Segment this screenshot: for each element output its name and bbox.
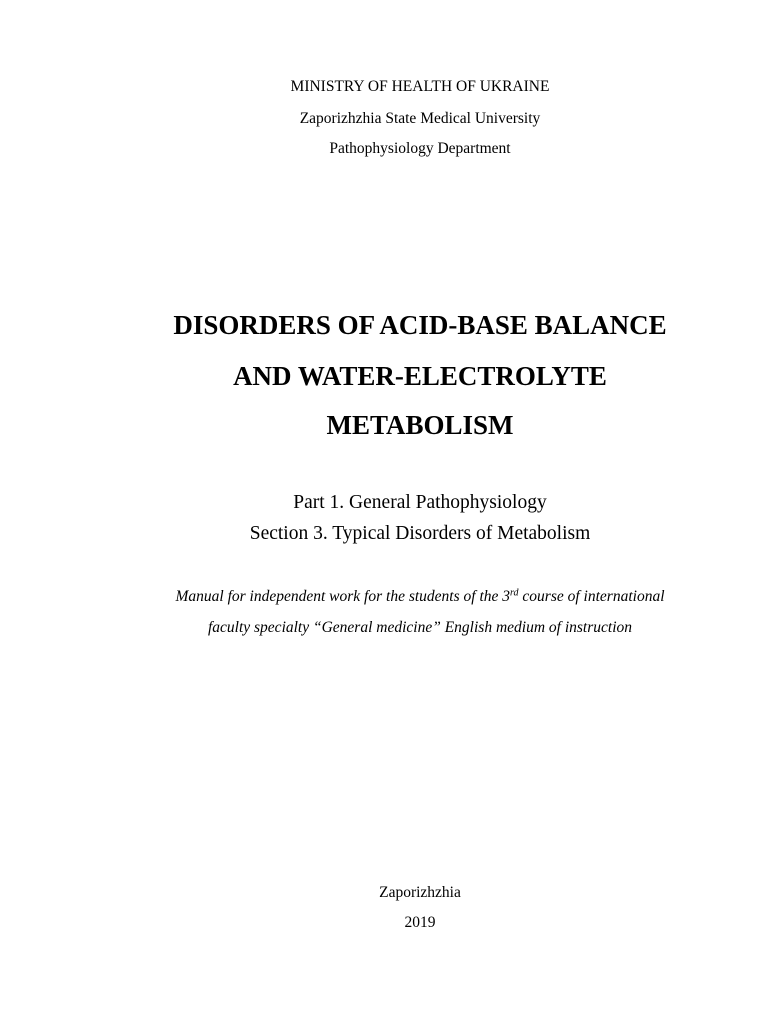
section-heading: Section 3. Typical Disorders of Metabolism — [249, 523, 591, 544]
university-name: Zaporizhzhia State Medical University — [299, 110, 541, 127]
title-line-3: METABOLISM — [326, 410, 514, 440]
ministry-heading: MINISTRY OF HEALTH OF UKRAINE — [290, 78, 550, 95]
publication-city: Zaporizhzhia — [379, 884, 461, 901]
manual-text-start: Manual for independent work for the students of the 3 — [175, 588, 511, 605]
department-name: Pathophysiology Department — [329, 140, 511, 157]
publication-year: 2019 — [404, 914, 436, 931]
manual-description-line-2: faculty specialty “General medicine” English medium of instruction — [207, 619, 633, 636]
title-line-1: DISORDERS OF ACID-BASE BALANCE — [173, 310, 667, 340]
ordinal-superscript: rd — [510, 587, 519, 599]
part-heading: Part 1. General Pathophysiology — [293, 492, 547, 513]
manual-description-line-1 — [0, 588, 768, 606]
title-line-2: AND WATER-ELECTROLYTE — [233, 361, 607, 391]
manual-text-end: course of international — [518, 588, 665, 605]
